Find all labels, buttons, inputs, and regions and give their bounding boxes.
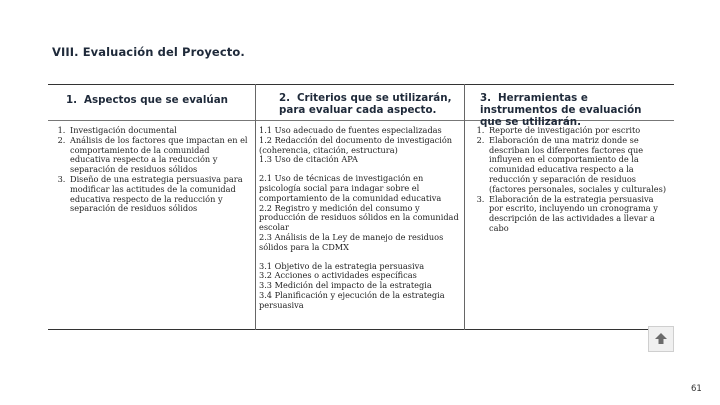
criterion: 1.3 Uso de citación APA	[259, 154, 358, 165]
page-number: 61	[691, 384, 702, 394]
table-top-rule	[48, 84, 674, 85]
tools-cell	[469, 126, 669, 234]
header-aspects: 1. Aspectos que se evalúan	[66, 94, 229, 106]
criterion: 1.2 Redacción del documento de investigación (coherencia, citación, estructura)	[259, 134, 453, 155]
aspects-cell	[50, 126, 248, 214]
criterion: 3.3 Medición del impacto de la estrategia	[259, 280, 432, 291]
criterion: 3.4 Planificación y ejecución de la estrategia persuasiva	[259, 289, 445, 310]
criterion: 1.1 Uso adecuado de fuentes especializadas	[259, 125, 442, 135]
column-divider-1	[255, 84, 256, 330]
criterion: 3.2 Acciones o actividades específicas	[259, 270, 417, 281]
tool-item: 2. Elaboración de una matriz donde se describan los diferentes factores que influyen en el comportamiento de la comunidad educativa respecto a la reducción y separación de residuos (factores personales, sociales y culturales)	[487, 136, 669, 195]
criterion: 2.1 Uso de técnicas de investigación en psicología social para indagar sobre el comportamiento de la comunidad educativa	[259, 173, 442, 203]
header-tools: 3. Herramientas e instrumentos de evaluación que se utilizarán.	[480, 92, 642, 128]
header-criteria: 2. Criterios que se utilizarán, para evaluar cada aspecto.	[279, 92, 452, 116]
tool-item: 3. Elaboración de la estrategia persuasiva por escrito, incluyendo un cronograma y descripción de las actividades a llevar a cabo	[487, 195, 669, 234]
criterion: 3.1 Objetivo de la estrategia persuasiva	[259, 260, 425, 271]
aspect-item: 2. Análisis de los factores que impactan en el comportamiento de la comunidad educativa respecto a la reducción y separación de residuos sólidos	[68, 136, 248, 175]
criterion: 2.2 Registro y medición del consumo y producción de residuos sólidos en la comunidad escolar	[259, 202, 459, 233]
scroll-to-top-button[interactable]	[648, 326, 674, 352]
aspect-item: 3. Diseño de una estrategia persuasiva para modificar las actitudes de la comunidad educativa respecto de la reducción y separación de residuos sólidos	[68, 175, 248, 214]
tool-item: 1. Reporte de investigación por escrito	[487, 126, 669, 136]
arrow-up-icon	[654, 332, 668, 346]
evaluation-table	[48, 84, 674, 330]
table-bottom-rule	[48, 329, 674, 330]
criteria-cell	[259, 126, 461, 311]
criterion: 2.3 Análisis de la Ley de manejo de residuos sólidos para la CDMX	[259, 231, 444, 252]
section-title: VIII. Evaluación del Proyecto.	[52, 45, 245, 59]
aspect-item: 1. Investigación documental	[68, 126, 248, 136]
column-divider-2	[464, 84, 465, 330]
